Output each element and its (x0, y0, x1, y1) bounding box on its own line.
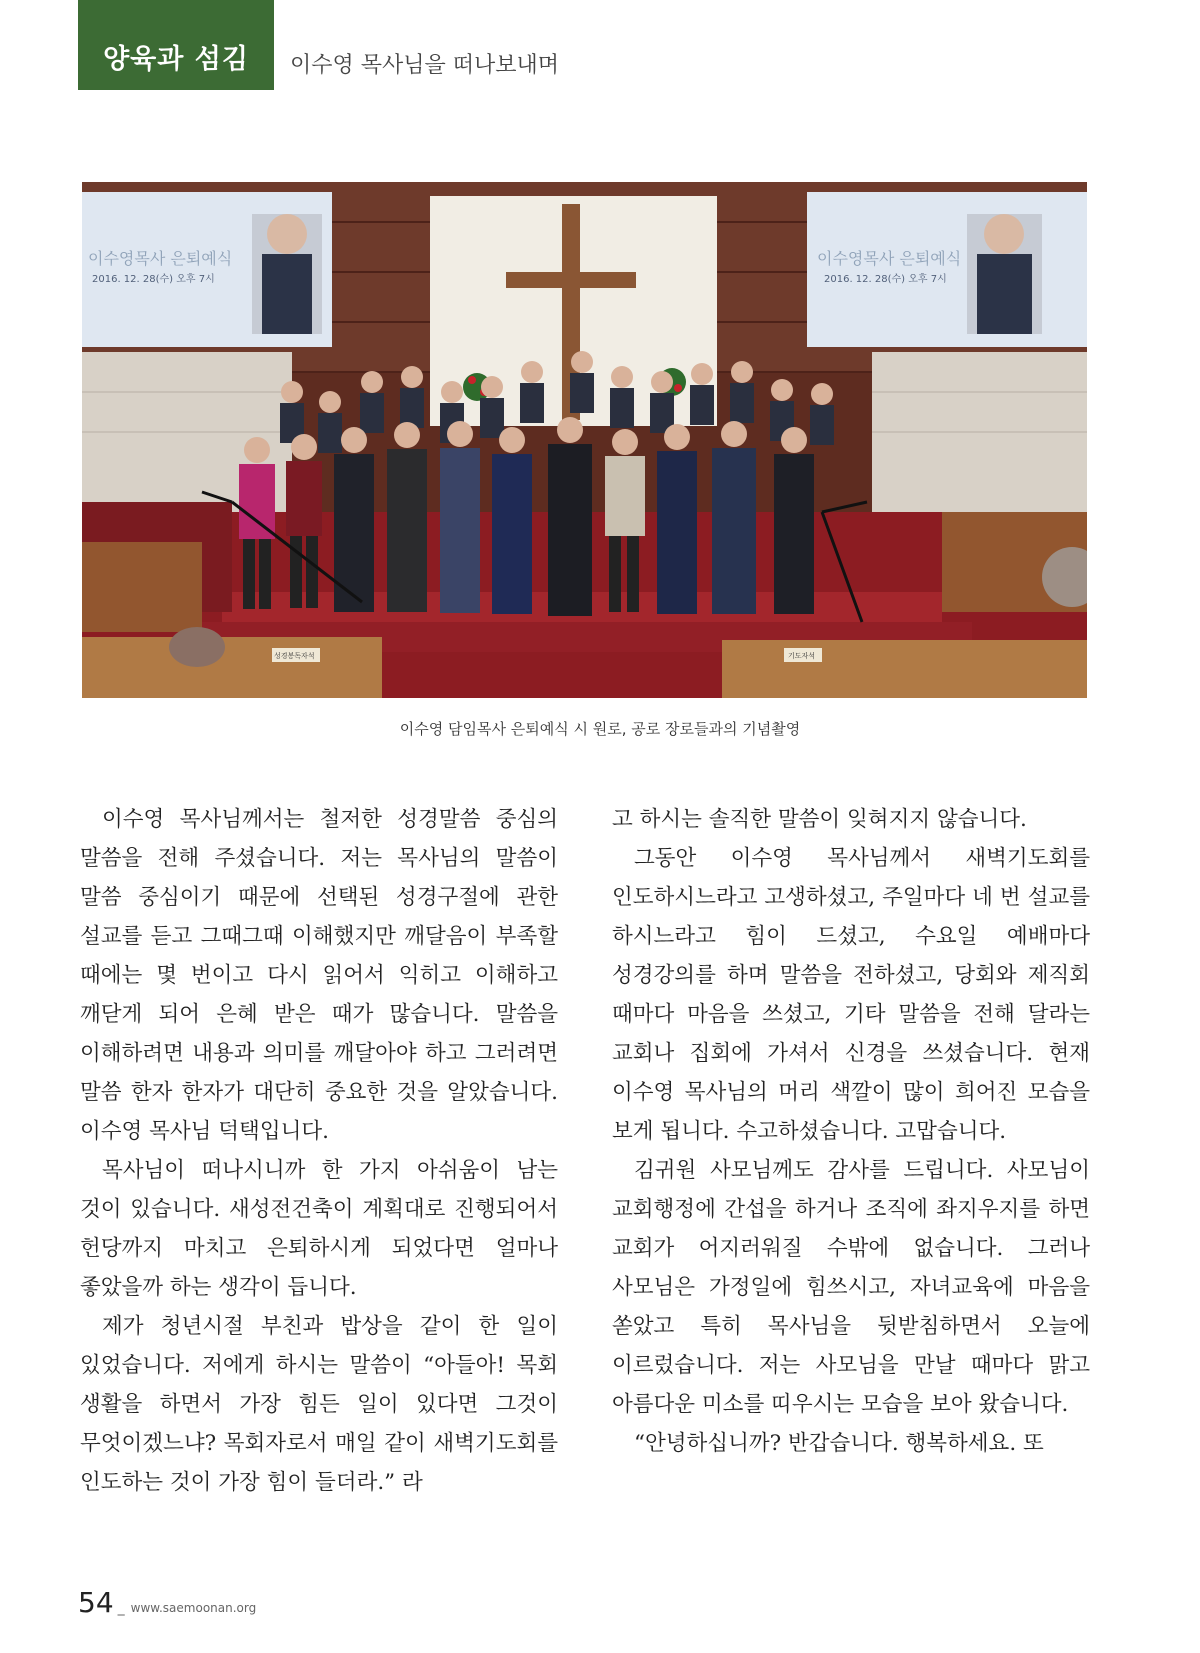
paragraph: “안녕하십니까? 반갑습니다. 행복하세요. 또 (634, 1431, 1044, 1456)
page-number: 54 (78, 1586, 114, 1619)
article-title: 이수영 목사님을 떠나보내며 (290, 53, 560, 78)
paragraph: 고 하시는 솔직한 말씀이 잊혀지지 않습니다. (612, 807, 1027, 832)
pew-sign-right: 기도자석 (788, 652, 816, 660)
paragraph: 이수영 목사님께서는 철저한 성경말씀 중심의 말씀을 전해 주셨습니다. 저는 목사님의 말씀이 말씀 중심이기 때문에 선택된 성경구절에 관한 설교를 듣고 그때그때 이해했지만 깨달음이 부족할 때에는 몇 번이고 다시 읽어서 익히고 이해하고 깨닫게 되어 은혜 받은 때가 많습니다. 말씀을 이해하려면 내용과 의미를 깨달아야 하고 그러려면 말씀 한자 한자가 대단히 중요한 것을 알았습니다. 이수영 목사님 덕택입니다. (80, 807, 558, 1144)
section-tab: 양육과 섬김 (78, 0, 274, 90)
body-column-left (80, 800, 558, 1502)
screen-title-right: 이수영목사 은퇴예식 (817, 249, 962, 268)
page-footer (78, 1586, 256, 1619)
group-photo (82, 182, 1087, 698)
pew-sign-left: 성경봉독자석 (274, 652, 315, 660)
screen-date-left: 2016. 12. 28(수) 오후 7시 (92, 274, 215, 285)
footer-separator: _ (117, 1600, 125, 1616)
paragraph: 목사님이 떠나시니까 한 가지 아쉬움이 남는 것이 있습니다. 새성전건축이 계획대로 진행되어서 헌당까지 마치고 은퇴하시게 되었다면 얼마나 좋았을까 하는 생각이 듭니다. (80, 1158, 558, 1300)
paragraph: 제가 청년시절 부친과 밥상을 같이 한 일이 있었습니다. 저에게 하시는 말씀이 “아들아! 목회 생활을 하면서 가장 힘든 일이 있다면 그것이 무엇이겠느냐? 목회자로서 매일 같이 새벽기도회를 인도하는 것이 가장 힘이 들더라.” 라 (80, 1314, 558, 1495)
paragraph: 그동안 이수영 목사님께서 새벽기도회를 인도하시느라고 고생하셨고, 주일마다 네 번 설교를 하시느라고 힘이 드셨고, 수요일 예배마다 성경강의를 하며 말씀을 전하셨고, 당회와 제직회 때마다 마음을 쓰셨고, 기타 말씀을 전해 달라는 교회나 집회에 가셔서 신경을 쓰셨습니다. 현재 이수영 목사님의 머리 색깔이 많이 희어진 모습을 보게 됩니다. 수고하셨습니다. 고맙습니다. (612, 846, 1090, 1144)
photo-caption: 이수영 담임목사 은퇴예식 시 원로, 공로 장로들과의 기념촬영 (399, 720, 801, 738)
footer-url[interactable]: www.saemoonan.org (130, 1601, 257, 1615)
screen-title-left: 이수영목사 은퇴예식 (88, 249, 233, 268)
paragraph: 김귀원 사모님께도 감사를 드립니다. 사모님이 교회행정에 간섭을 하거나 조직에 좌지우지를 하면 교회가 어지러워질 수밖에 없습니다. 그러나 사모님은 가정일에 힘쓰시고, 자녀교육에 마음을 쏟았고 특히 목사님을 뒷받침하면서 오늘에 이르렀습니다. 저는 사모님을 만날 때마다 맑고 아름다운 미소를 띠우시는 모습을 보아 왔습니다. (612, 1158, 1090, 1417)
screen-date-right: 2016. 12. 28(수) 오후 7시 (824, 274, 947, 285)
body-column-right (612, 800, 1090, 1463)
